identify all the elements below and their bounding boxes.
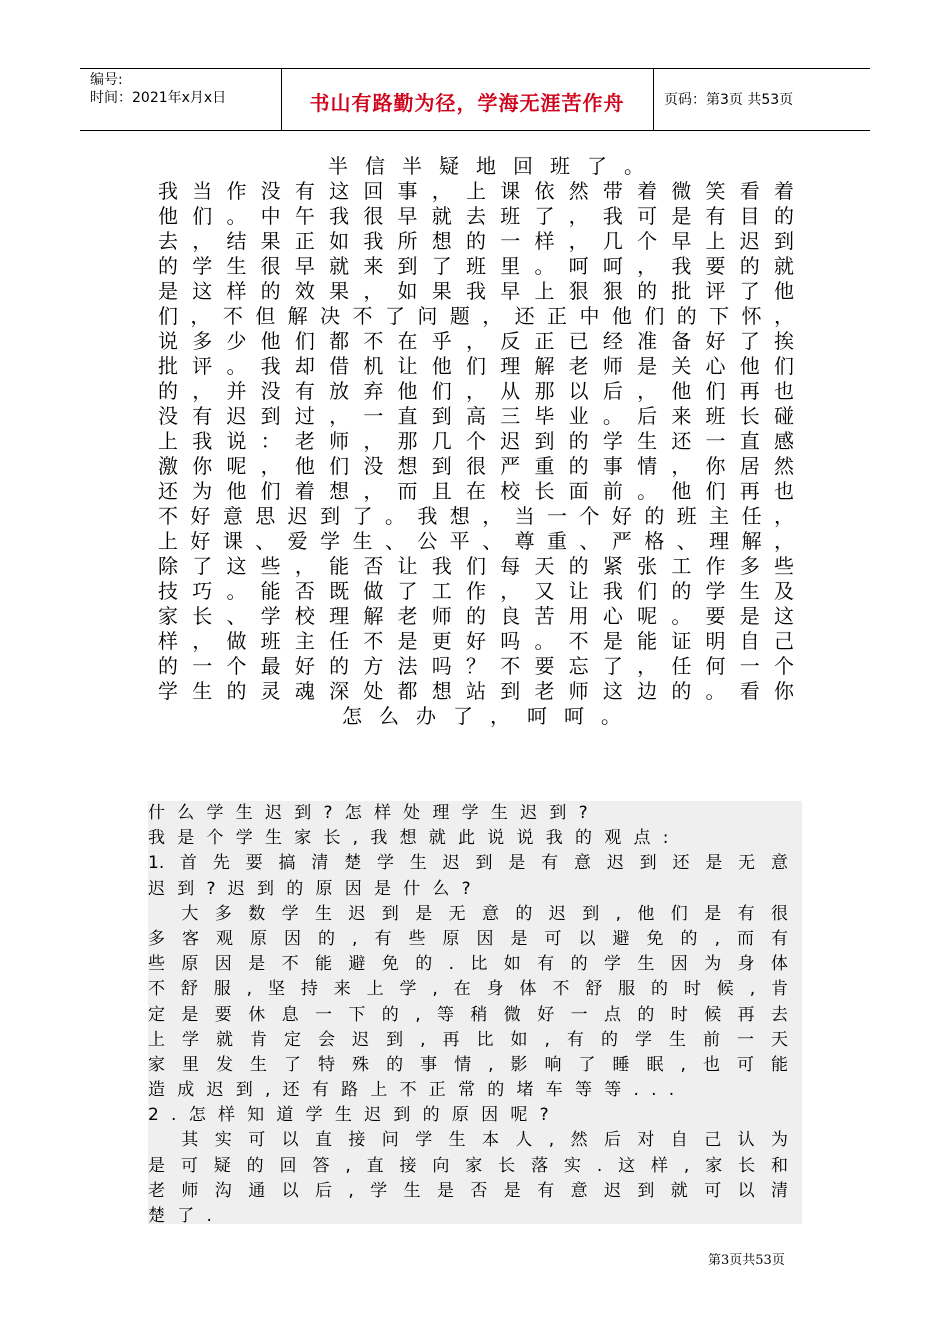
story-line: 还为他们着想，而且在校长面前。他们再也 bbox=[158, 479, 794, 503]
story-line: 的学生很早就来到了班里。呵呵，我要的就 bbox=[158, 254, 794, 278]
qa-line: 家里发生了特殊的事情,影响了睡眠,也可能 bbox=[148, 1054, 788, 1075]
story-line: 半信半疑地回班了。 bbox=[328, 154, 661, 178]
qa-line: 不舒服,坚持来上学,在身体不舒服的时候,肯 bbox=[148, 979, 788, 1000]
qa-line: 楚了. bbox=[148, 1206, 225, 1226]
story-line: 是这样的效果，如果我早上狠狠的批评了他 bbox=[158, 279, 794, 303]
story-line: 批评。我却借机让他们理解老师是关心他们 bbox=[158, 354, 794, 378]
header-meta bbox=[90, 71, 226, 107]
qa-line: 定是要休息一下的,等稍微好一点的时候再去 bbox=[148, 1004, 788, 1025]
story-line: 去，结果正如我所想的一样，几个早上迟到 bbox=[158, 229, 794, 253]
story-line: 的，并没有放弃他们，从那以后，他们再也 bbox=[158, 379, 794, 403]
header-page-label: 页码：第3页 共53页 bbox=[664, 92, 794, 108]
header-divider bbox=[653, 69, 654, 130]
qa-line: 造成迟到,还有路上不正常的堵车等等... bbox=[148, 1080, 687, 1101]
story-line: 我当作没有这回事，上课依然带着微笑看着 bbox=[158, 179, 794, 203]
footer-page-number: 第3页共53页 bbox=[708, 1253, 785, 1268]
qa-line: 我是个学生家长,我想就此说说我的观点: bbox=[148, 828, 681, 849]
story-line: 的一个最好的方法吗？不要忘了，任何一个 bbox=[158, 654, 794, 678]
qa-section bbox=[148, 801, 788, 1229]
qa-line: 上学就肯定会迟到,再比如,有的学生前一天 bbox=[148, 1029, 788, 1050]
story-line: 家长、学校理解老师的良苦用心呢。要是这 bbox=[158, 604, 794, 628]
document-number-label: 编号: bbox=[90, 72, 123, 88]
story-paragraph bbox=[158, 154, 794, 729]
story-line: 除了这些，能否让我们每天的紧张工作多些 bbox=[158, 554, 794, 578]
story-line: 说多少他们都不在乎，反正已经准备好了挨 bbox=[158, 329, 794, 353]
qa-line: 1.首先要搞清楚学生迟到是有意迟到还是无意 bbox=[148, 853, 788, 874]
qa-line: 是可疑的回答,直接向家长落实.这样,家长和 bbox=[148, 1155, 788, 1176]
story-line: 学生的灵魂深处都想站到老师这边的。看你 bbox=[158, 679, 794, 703]
qa-line: 多客观原因的,有些原因是可以避免的,而有 bbox=[148, 928, 788, 949]
story-line: 激你呢，他们没想到很严重的事情，你居然 bbox=[158, 454, 794, 478]
qa-line: 些原因是不能避免的.比如有的学生因为身体 bbox=[148, 954, 788, 975]
story-line: 不好意思迟到了。我想，当一个好的班主任， bbox=[158, 504, 794, 528]
story-line: 上好课、爱学生、公平、尊重、严格、理解， bbox=[158, 529, 794, 553]
qa-line: 2.怎样知道学生迟到的原因呢? bbox=[148, 1105, 561, 1126]
qa-line: 大多数学生迟到是无意的迟到,他们是有很 bbox=[148, 903, 788, 924]
document-time-label: 时间：2021年x月x日 bbox=[90, 90, 227, 106]
story-line: 技巧。能否既做了工作，又让我们的学生及 bbox=[158, 579, 794, 603]
story-line: 们，不但解决不了问题，还正中他们的下怀， bbox=[158, 304, 794, 328]
page-header bbox=[80, 68, 870, 131]
qa-line: 其实可以直接问学生本人,然后对自己认为 bbox=[148, 1130, 788, 1151]
story-line: 上我说：老师，那几个迟到的学生还一直感 bbox=[158, 429, 794, 453]
story-line: 样，做班主任不是更好吗。不是能证明自己 bbox=[158, 629, 794, 653]
qa-line: 迟到?迟到的原因是什么? bbox=[148, 878, 483, 899]
header-motto: 书山有路勤为径，学海无涯苦作舟 bbox=[309, 91, 625, 115]
story-line: 怎么办了，呵呵。 bbox=[342, 704, 638, 728]
qa-line: 什么学生迟到?怎样处理学生迟到? bbox=[148, 803, 600, 823]
qa-line: 老师沟通以后,学生是否是有意迟到就可以清 bbox=[148, 1180, 788, 1201]
story-line: 没有迟到过，一直到高三毕业。后来班长碰 bbox=[158, 404, 794, 428]
story-line: 他们。中午我很早就去班了，我可是有目的 bbox=[158, 204, 794, 228]
